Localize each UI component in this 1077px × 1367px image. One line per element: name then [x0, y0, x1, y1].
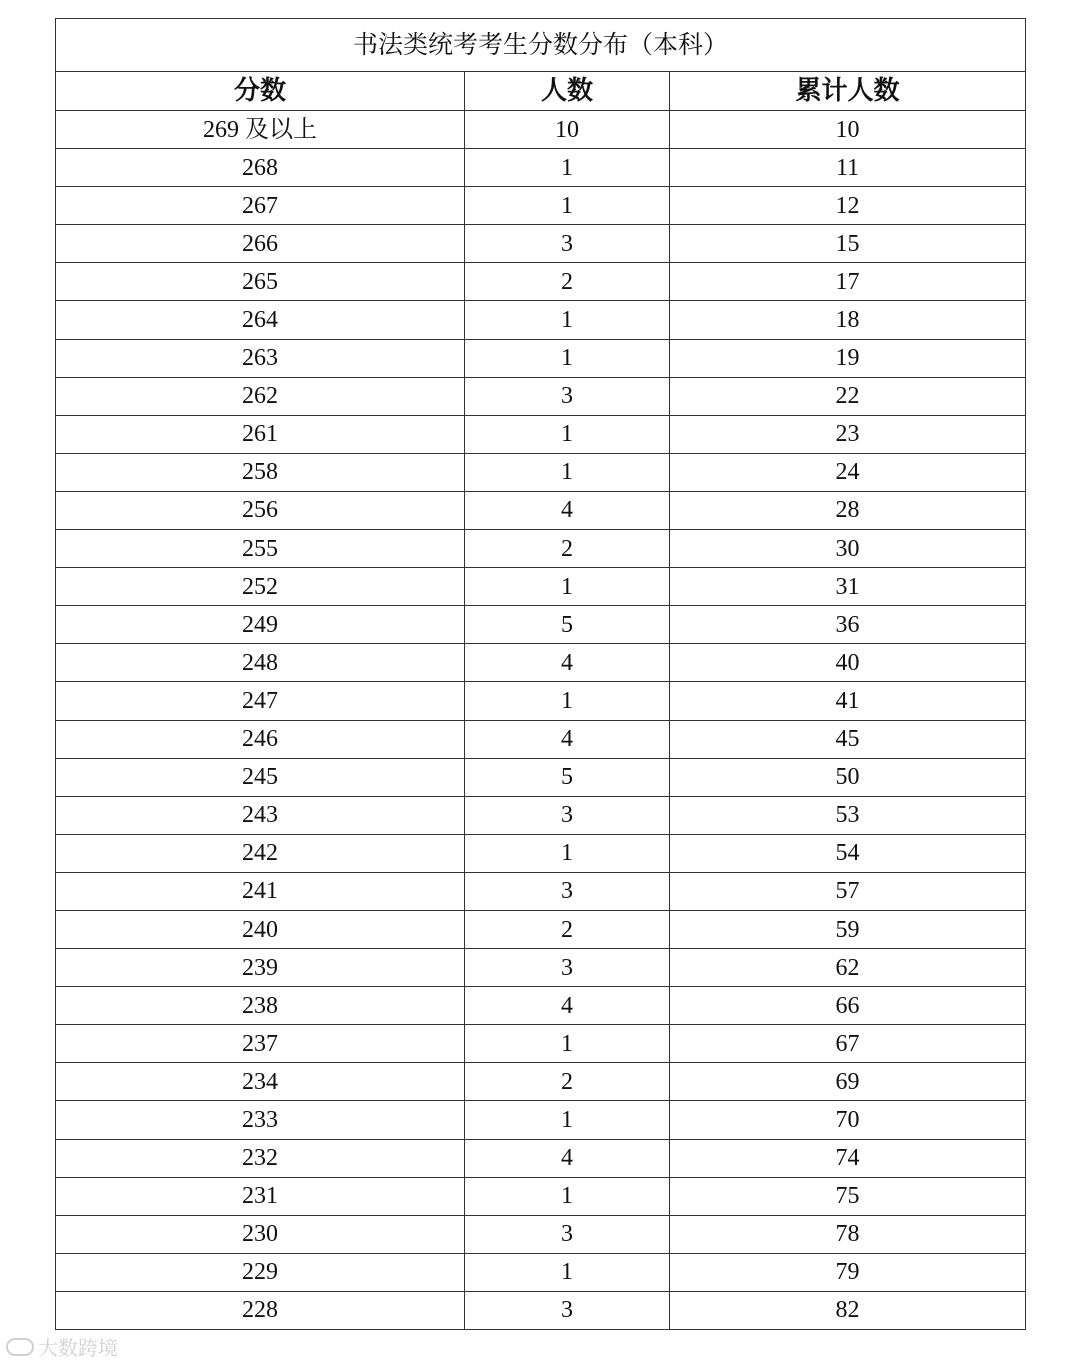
table-row	[56, 910, 1026, 948]
cell-cumulative: 19	[670, 339, 1026, 377]
cell-score: 243	[56, 796, 465, 834]
cell-count: 3	[465, 1215, 670, 1253]
cell-count: 3	[465, 796, 670, 834]
table-row	[56, 758, 1026, 796]
cell-score: 228	[56, 1291, 465, 1329]
cell-cumulative: 79	[670, 1253, 1026, 1291]
table-row	[56, 1215, 1026, 1253]
cell-cumulative: 70	[670, 1101, 1026, 1139]
cell-count: 3	[465, 1291, 670, 1329]
cell-count: 1	[465, 187, 670, 225]
cell-score: 229	[56, 1253, 465, 1291]
table-row	[56, 796, 1026, 834]
table-row	[56, 1063, 1026, 1101]
cell-count: 3	[465, 949, 670, 987]
cell-count: 1	[465, 682, 670, 720]
table-row	[56, 720, 1026, 758]
cell-score: 230	[56, 1215, 465, 1253]
cell-score: 267	[56, 187, 465, 225]
cell-cumulative: 12	[670, 187, 1026, 225]
cell-cumulative: 67	[670, 1025, 1026, 1063]
cell-cumulative: 23	[670, 415, 1026, 453]
table-row	[56, 644, 1026, 682]
cell-score: 252	[56, 568, 465, 606]
cell-count: 4	[465, 644, 670, 682]
cell-score: 246	[56, 720, 465, 758]
cell-cumulative: 57	[670, 872, 1026, 910]
column-header-count: 人数	[465, 72, 670, 111]
table-row	[56, 453, 1026, 491]
cell-cumulative: 59	[670, 910, 1026, 948]
cell-cumulative: 50	[670, 758, 1026, 796]
table-row	[56, 1101, 1026, 1139]
cell-score: 238	[56, 987, 465, 1025]
cell-count: 10	[465, 111, 670, 149]
cell-score: 240	[56, 910, 465, 948]
table-row	[56, 568, 1026, 606]
cell-count: 2	[465, 910, 670, 948]
table-title-row	[56, 19, 1026, 72]
cell-cumulative: 40	[670, 644, 1026, 682]
cell-score: 264	[56, 301, 465, 339]
cell-count: 3	[465, 377, 670, 415]
cell-count: 1	[465, 453, 670, 491]
cell-score: 232	[56, 1139, 465, 1177]
table-row	[56, 606, 1026, 644]
cell-count: 2	[465, 263, 670, 301]
table-row	[56, 111, 1026, 149]
table-row	[56, 225, 1026, 263]
table-row	[56, 872, 1026, 910]
cell-cumulative: 41	[670, 682, 1026, 720]
cell-score: 234	[56, 1063, 465, 1101]
table-row	[56, 1291, 1026, 1329]
cell-cumulative: 45	[670, 720, 1026, 758]
cell-count: 2	[465, 530, 670, 568]
watermark	[6, 1332, 118, 1361]
column-header-score: 分数	[56, 72, 465, 111]
cell-count: 2	[465, 1063, 670, 1101]
cell-cumulative: 82	[670, 1291, 1026, 1329]
cell-count: 4	[465, 491, 670, 529]
cell-score: 268	[56, 149, 465, 187]
cell-cumulative: 31	[670, 568, 1026, 606]
table-header-row	[56, 72, 1026, 111]
table-row	[56, 530, 1026, 568]
cell-cumulative: 66	[670, 987, 1026, 1025]
cell-cumulative: 15	[670, 225, 1026, 263]
cell-cumulative: 18	[670, 301, 1026, 339]
cell-cumulative: 11	[670, 149, 1026, 187]
table-row	[56, 1025, 1026, 1063]
cell-cumulative: 74	[670, 1139, 1026, 1177]
cell-cumulative: 62	[670, 949, 1026, 987]
cell-count: 4	[465, 987, 670, 1025]
cell-count: 5	[465, 758, 670, 796]
cell-score: 237	[56, 1025, 465, 1063]
cell-cumulative: 24	[670, 453, 1026, 491]
cell-cumulative: 10	[670, 111, 1026, 149]
table-row	[56, 339, 1026, 377]
cell-score: 269 及以上	[56, 111, 465, 149]
cell-score: 247	[56, 682, 465, 720]
cell-cumulative: 22	[670, 377, 1026, 415]
table-body	[56, 111, 1026, 1330]
cell-score: 266	[56, 225, 465, 263]
cell-cumulative: 54	[670, 834, 1026, 872]
cell-score: 249	[56, 606, 465, 644]
table-row	[56, 1177, 1026, 1215]
cell-score: 261	[56, 415, 465, 453]
cell-count: 3	[465, 872, 670, 910]
cell-cumulative: 53	[670, 796, 1026, 834]
cell-count: 4	[465, 1139, 670, 1177]
table-row	[56, 834, 1026, 872]
cell-score: 265	[56, 263, 465, 301]
table-row	[56, 301, 1026, 339]
table-row	[56, 682, 1026, 720]
cell-count: 1	[465, 339, 670, 377]
cell-score: 231	[56, 1177, 465, 1215]
cell-score: 239	[56, 949, 465, 987]
cell-cumulative: 75	[670, 1177, 1026, 1215]
table-row	[56, 149, 1026, 187]
cell-count: 1	[465, 1177, 670, 1215]
brand-logo-icon	[6, 1338, 34, 1356]
table-row	[56, 377, 1026, 415]
cell-count: 1	[465, 1101, 670, 1139]
cell-score: 248	[56, 644, 465, 682]
cell-score: 262	[56, 377, 465, 415]
table-row	[56, 949, 1026, 987]
table-row	[56, 263, 1026, 301]
cell-cumulative: 69	[670, 1063, 1026, 1101]
table-row	[56, 491, 1026, 529]
cell-count: 1	[465, 1025, 670, 1063]
cell-score: 241	[56, 872, 465, 910]
watermark-text: 大数跨境	[38, 1336, 118, 1360]
cell-cumulative: 28	[670, 491, 1026, 529]
table-row	[56, 415, 1026, 453]
score-distribution-table	[55, 18, 1026, 1330]
cell-count: 1	[465, 1253, 670, 1291]
cell-count: 4	[465, 720, 670, 758]
cell-cumulative: 30	[670, 530, 1026, 568]
cell-count: 1	[465, 568, 670, 606]
cell-cumulative: 17	[670, 263, 1026, 301]
cell-cumulative: 36	[670, 606, 1026, 644]
cell-count: 1	[465, 301, 670, 339]
table-title: 书法类统考考生分数分布（本科）	[56, 19, 1026, 72]
cell-score: 256	[56, 491, 465, 529]
cell-count: 1	[465, 149, 670, 187]
cell-count: 1	[465, 834, 670, 872]
cell-score: 242	[56, 834, 465, 872]
table-row	[56, 187, 1026, 225]
table-row	[56, 1139, 1026, 1177]
cell-cumulative: 78	[670, 1215, 1026, 1253]
cell-score: 263	[56, 339, 465, 377]
cell-score: 245	[56, 758, 465, 796]
column-header-cumulative: 累计人数	[670, 72, 1026, 111]
cell-count: 5	[465, 606, 670, 644]
cell-count: 3	[465, 225, 670, 263]
cell-score: 233	[56, 1101, 465, 1139]
cell-score: 255	[56, 530, 465, 568]
cell-count: 1	[465, 415, 670, 453]
table-row	[56, 987, 1026, 1025]
table-row	[56, 1253, 1026, 1291]
cell-score: 258	[56, 453, 465, 491]
